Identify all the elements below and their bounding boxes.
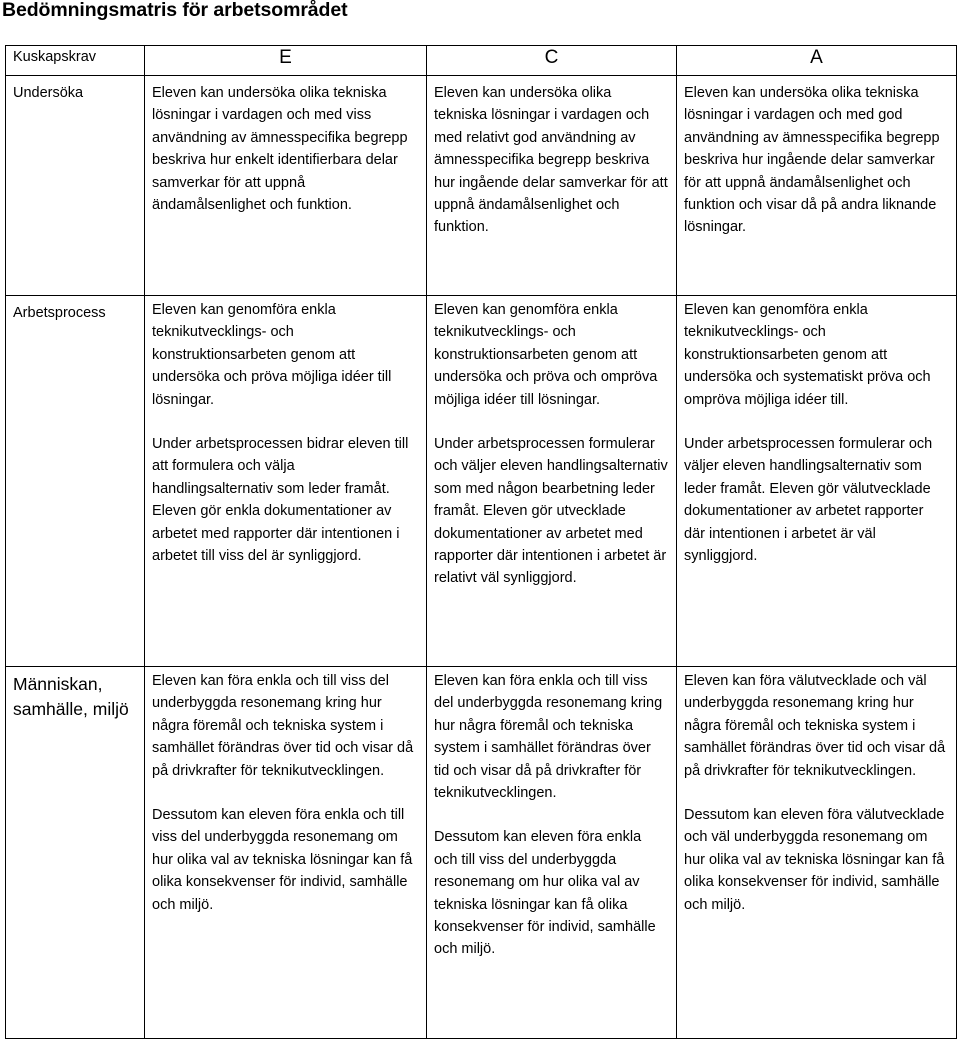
cell-arbetsprocess-c [427, 296, 677, 667]
cell-manniskan-c [427, 667, 677, 1039]
criterion-text: Under arbetsprocessen bidrar eleven till att formulera och välja handlingsalternativ som leder framåt. Eleven gör enkla dokumentationer av arbetet med rapporter där intentionen i arbetet till viss del är synliggjord. [152, 436, 409, 565]
criterion-text: Eleven kan undersöka olika tekniska lösningar i vardagen och med god användning av ämnesspecifika begrepp beskriva hur ingående delar samverkar för att uppnå ändamålsenlighet och funktion och visar då på andra liknande lösningar. [684, 85, 940, 236]
row-label-undersoka: Undersöka [6, 76, 145, 296]
cell-manniskan-a [677, 667, 957, 1039]
criterion-text: Eleven kan föra välutvecklade och väl underbyggda resonemang kring hur några föremål och tekniska system i samhället förändras över tid och visar då på drivkrafter för teknikutvecklingen. [684, 673, 946, 779]
cell-undersoka-a [677, 76, 957, 296]
cell-undersoka-c [427, 76, 677, 296]
cell-arbetsprocess-e [145, 296, 427, 667]
header-grade-e: E [145, 46, 427, 76]
criterion-text: Dessutom kan eleven föra enkla och till viss del underbyggda resonemang om hur olika val av tekniska lösningar kan få olika konsekvenser för individ, samhälle och miljö. [434, 829, 656, 958]
criterion-text: Eleven kan genomföra enkla teknikutvecklings- och konstruktionsarbeten genom att undersöka och systematiskt pröva och ompröva möjliga idéer till. [684, 302, 931, 408]
header-grade-a: A [677, 46, 957, 76]
row-undersoka [6, 76, 957, 296]
cell-manniskan-e [145, 667, 427, 1039]
header-row [6, 46, 957, 76]
header-grade-c: C [427, 46, 677, 76]
criterion-text: Eleven kan undersöka olika tekniska lösningar i vardagen och med relativt god användning av ämnesspecifika begrepp beskriva hur ingående delar samverkar för att uppnå ändamålsenlighet och funktion. [434, 85, 668, 236]
row-manniskan-samhalle-miljo [6, 667, 957, 1039]
criterion-text: Eleven kan genomföra enkla teknikutvecklings- och konstruktionsarbeten genom att undersöka och pröva möjliga idéer till lösningar. [152, 302, 392, 408]
row-label-manniskan-samhalle-miljo: Människan, samhälle, miljö [6, 667, 145, 1039]
row-arbetsprocess [6, 296, 957, 667]
cell-undersoka-e [145, 76, 427, 296]
document-title: Bedömningsmatris för arbetsområdet [2, 0, 348, 21]
header-knowledge-requirement: Kuskapskrav [6, 46, 145, 76]
row-label-arbetsprocess: Arbetsprocess [6, 296, 145, 667]
criterion-text: Eleven kan föra enkla och till viss del underbyggda resonemang kring hur några föremål och tekniska system i samhället förändras över tid och visar då på drivkrafter för teknikutvecklingen. [434, 673, 663, 802]
criterion-text: Under arbetsprocessen formulerar och väljer eleven handlingsalternativ som leder framåt. Eleven gör välutvecklade dokumentationer av arbetet rapporter där intentionen i arbetet är väl synliggjord. [684, 436, 933, 565]
criterion-text: Eleven kan föra enkla och till viss del underbyggda resonemang kring hur några föremål och tekniska system i samhället förändras över tid och visar då på drivkrafter för teknikutvecklingen. [152, 673, 414, 779]
cell-arbetsprocess-a [677, 296, 957, 667]
criterion-text: Eleven kan genomföra enkla teknikutvecklings- och konstruktionsarbeten genom att undersöka och pröva och ompröva möjliga idéer till lösningar. [434, 302, 658, 408]
criterion-text: Under arbetsprocessen formulerar och väljer eleven handlingsalternativ som med någon bearbetning leder framåt. Eleven gör utvecklade dokumentationer av arbetet med rapporter där intentionen i arbetet är relativt väl synliggjord. [434, 436, 668, 587]
assessment-matrix [5, 45, 957, 1039]
criterion-text: Dessutom kan eleven föra enkla och till viss del underbyggda resonemang om hur olika val av tekniska lösningar kan få olika konsekvenser för individ, samhälle och miljö. [152, 807, 413, 913]
criterion-text: Dessutom kan eleven föra välutvecklade och väl underbyggda resonemang om hur olika val av tekniska lösningar kan få olika konsekvenser för individ, samhälle och miljö. [684, 807, 945, 913]
criterion-text: Eleven kan undersöka olika tekniska lösningar i vardagen och med viss användning av ämnesspecifika begrepp beskriva hur enkelt identifierbara delar samverkar för att uppnå ändamålsenlighet och funktion. [152, 85, 408, 214]
